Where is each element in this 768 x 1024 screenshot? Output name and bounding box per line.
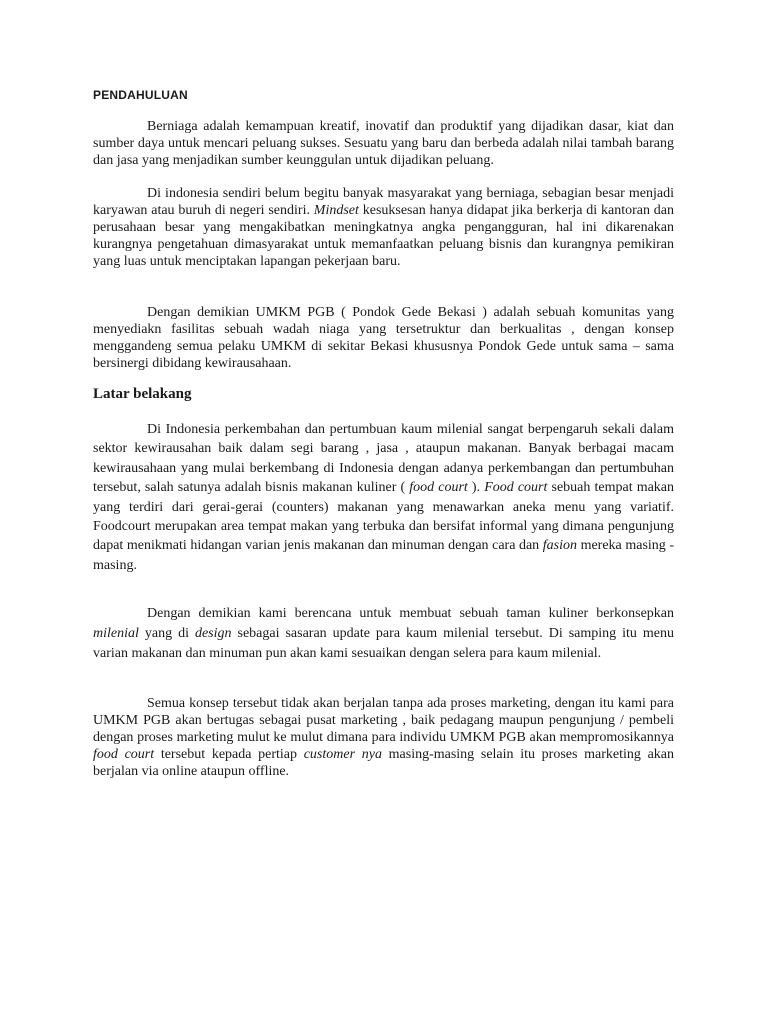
heading-pendahuluan: PENDAHULUAN [93,88,188,102]
paragraph-4-text-e: sebuah tempat makan yang terdiri dari gerai-gerai (counters) makanan yang menawarkan aneka menu yang variatif. Foodcourt merupakan area tempat makan yang terbuka dan bersifat informal yang dimana pengunjung dapat menikmati hidangan varian jenis makanan dan minuman dengan cara dan [93,480,675,554]
paragraph-5-emphasis-milenial: milenial [93,626,139,641]
paragraph-5-text-e: sebagai sasaran update para kaum milenial tersebut. Di samping itu menu varian makanan dan minuman pun akan kami sesuaikan dengan selera para kaum milenial. [93,626,675,661]
paragraph-6-text-c: tersebut kepada pertiap [160,747,298,762]
paragraph-5 [93,604,674,664]
paragraph-4-text-a: Di Indonesia perkembahan dan pertumbuan kaum milenial sangat berpengaruh sekali dalam sektor kewirausahan baik dalam segi barang , jasa , ataupun makanan. Banyak berbagai macam kewirausahaan yang mulai berkembang di Indonesia dengan adanya perkembangan dan pertumbuhan tersebut, salah satunya adalah bisnis makanan kuliner ( [93,422,674,496]
paragraph-4-text-c: ). [471,480,481,496]
paragraph-4-text-g: mereka masing - masing. [93,538,675,573]
paragraph-2-text-a: Di indonesia sendiri belum begitu banyak masyarakat yang berniaga, sebagian besar menjadi karyawan atau buruh di negeri sendiri. [93,186,674,218]
paragraph-5-emphasis-design: design [194,626,232,641]
paragraph-4 [93,420,674,575]
paragraph-5-text-c: yang di [144,626,189,641]
paragraph-2-emphasis-mindset: Mindset [313,203,359,218]
paragraph-1: Berniaga adalah kemampuan kreatif, inovatif dan produktif yang dijadikan dasar, kiat dan sumber daya untuk mencari peluang sukses. Sesuatu yang baru dan berbeda adalah nilai tambah barang dan jasa yang menjadikan sumber keunggulan untuk dijadikan peluang. [93,119,674,168]
paragraph-4-emphasis-food-court-2: Food court [484,480,548,496]
paragraph-6-text-e: masing-masing selain itu proses marketing akan berjalan via online ataupun offline. [93,747,675,779]
paragraph-3: Dengan demikian UMKM PGB ( Pondok Gede Bekasi ) adalah sebuah komunitas yang menyediakn fasilitas sebuah wadah niaga yang tersetruktur dan berkualitas , dengan konsep menggandeng semua pelaku UMKM di sekitar Bekasi khususnya Pondok Gede untuk sama – sama bersinergi dibidang kewirausahaan. [93,305,674,371]
paragraph-6 [93,695,674,780]
paragraph-4-emphasis-fasion: fasion [542,538,577,554]
paragraph-5-text-a: Dengan demikian kami berencana untuk membuat sebuah taman kuliner berkonsepkan [147,606,674,621]
paragraph-6-emphasis-food-court: food court [93,747,155,762]
paragraph-4-emphasis-food-court: food court [409,480,468,496]
paragraph-2-text-c: kesuksesan hanya didapat jika berkerja di kantoran dan perusahaan besar yang mengakibatkan meningkatnya angka pengangguran, hal ini dikarenakan kurangnya pengetahuan dimasyarakat untuk memanfaatkan peluang bisnis dan kurangnya pemikiran yang luas untuk menciptakan lapangan pekerjaan baru. [93,203,675,269]
paragraph-2 [93,185,674,270]
heading-latar-belakang: Latar belakang [93,386,192,402]
paragraph-6-text-a: Semua konsep tersebut tidak akan berjalan tanpa ada proses marketing, dengan itu kami para UMKM PGB akan bertugas sebagai pusat marketing , baik pedagang maupun pengunjung / pembeli dengan proses marketing mulut ke mulut dimana para individu UMKM PGB akan mempromosikannya [93,696,674,745]
paragraph-6-emphasis-customer: customer nya [303,747,382,762]
